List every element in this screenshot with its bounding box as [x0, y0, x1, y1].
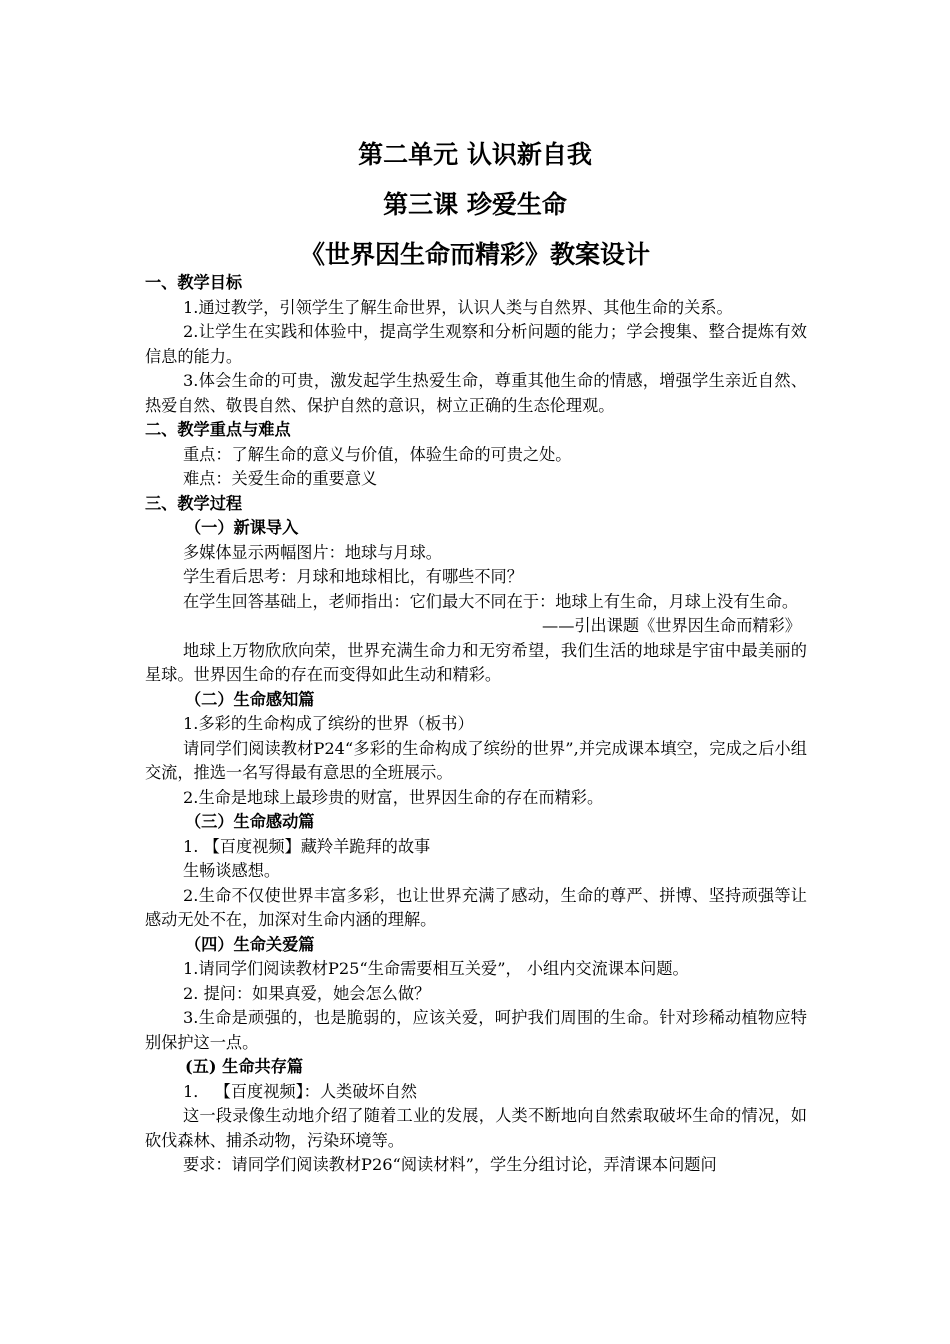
lesson-title: 第三课 珍爱生命: [383, 190, 567, 219]
paragraph: 1. 【百度视频】藏羚羊跪拜的故事: [183, 836, 431, 856]
paragraph: 2.生命是地球上最珍贵的财富，世界因生命的存在而精彩。: [183, 787, 604, 807]
unit-title: 第二单元 认识新自我: [358, 140, 592, 169]
paragraph: 2.让学生在实践和体验中，提高学生观察和分析问题的能力；学会搜集、整合提炼有效信息的能力。: [145, 322, 807, 366]
subsection-heading: （四）生命关爱篇: [185, 934, 315, 954]
paragraph: 地球上万物欣欣向荣，世界充满生命力和无穷希望，我们生活的地球是宇宙中最美丽的星球。世界因生命的存在而变得如此生动和精彩。: [145, 640, 807, 684]
subsection-heading: （一）新课导入: [185, 518, 299, 537]
paragraph: 学生看后思考：月球和地球相比，有哪些不同？: [183, 567, 523, 586]
paragraph: 这一段录像生动地介绍了随着工业的发展，人类不断地向自然索取破坏生命的情况，如砍伐森林、捕杀动物，污染环境等。: [145, 1106, 807, 1150]
paragraph: 重点：了解生命的意义与价值，体验生命的可贵之处。: [183, 444, 572, 464]
paragraph: 2.生命不仅使世界丰富多彩，也让世界充满了感动，生命的尊严、拼博、坚持顽强等让感动无处不在，加深对生命内涵的理解。: [145, 885, 807, 929]
paragraph: 2. 提问：如果真爱，她会怎么做？: [183, 983, 431, 1003]
paragraph: 3.体会生命的可贵，激发起学生热爱生命，尊重其他生命的情感，增强学生亲近自然、热爱自然、敬畏自然、保护自然的意识，树立正确的生态伦理观。: [145, 371, 807, 415]
paragraph: 1． 【百度视频】：人类破坏自然: [183, 1081, 417, 1101]
subsection-heading: （二）生命感知篇: [185, 689, 315, 709]
plan-title: 《世界因生命而精彩》教案设计: [299, 240, 650, 269]
section-heading-process: 三、教学过程: [145, 493, 243, 513]
paragraph: 请同学们阅读教材P24“多彩的生命构成了缤纷的世界”,并完成课本填空，完成之后小组交流，推选一名写得最有意思的全班展示。: [145, 738, 807, 782]
paragraph: 3.生命是顽强的，也是脆弱的，应该关爱，呵护我们周围的生命。针对珍稀动植物应特别保护这一点。: [145, 1008, 807, 1052]
title-block: [0, 130, 950, 280]
paragraph: 难点：关爱生命的重要意义: [183, 469, 378, 488]
section-heading-goals: 一、教学目标: [145, 273, 243, 292]
paragraph: 生畅谈感想。: [183, 861, 281, 880]
paragraph: 1.多彩的生命构成了缤纷的世界（板书）: [183, 714, 474, 733]
paragraph: 多媒体显示两幅图片：地球与月球。: [183, 542, 442, 562]
paragraph: 在学生回答基础上，老师指出：它们最大不同在于：地球上有生命，月球上没有生命。: [183, 591, 799, 611]
paragraph: 1.请同学们阅读教材P25“生命需要相互关爱”， 小组内交流课本问题。: [183, 959, 689, 978]
paragraph: 要求：请同学们阅读教材P26“阅读材料”，学生分组讨论，弄清课本问题问: [183, 1155, 717, 1174]
topic-intro-line: ——引出课题《世界因生命而精彩》: [542, 616, 801, 635]
section-heading-focus: 二、教学重点与难点: [145, 420, 291, 439]
document-body: [145, 271, 807, 1178]
paragraph: 1.通过教学，引领学生了解生命世界，认识人类与自然界、其他生命的关系。: [183, 297, 733, 317]
subsection-heading: （三）生命感动篇: [185, 812, 315, 831]
subsection-heading: (五) 生命共存篇: [185, 1057, 304, 1076]
